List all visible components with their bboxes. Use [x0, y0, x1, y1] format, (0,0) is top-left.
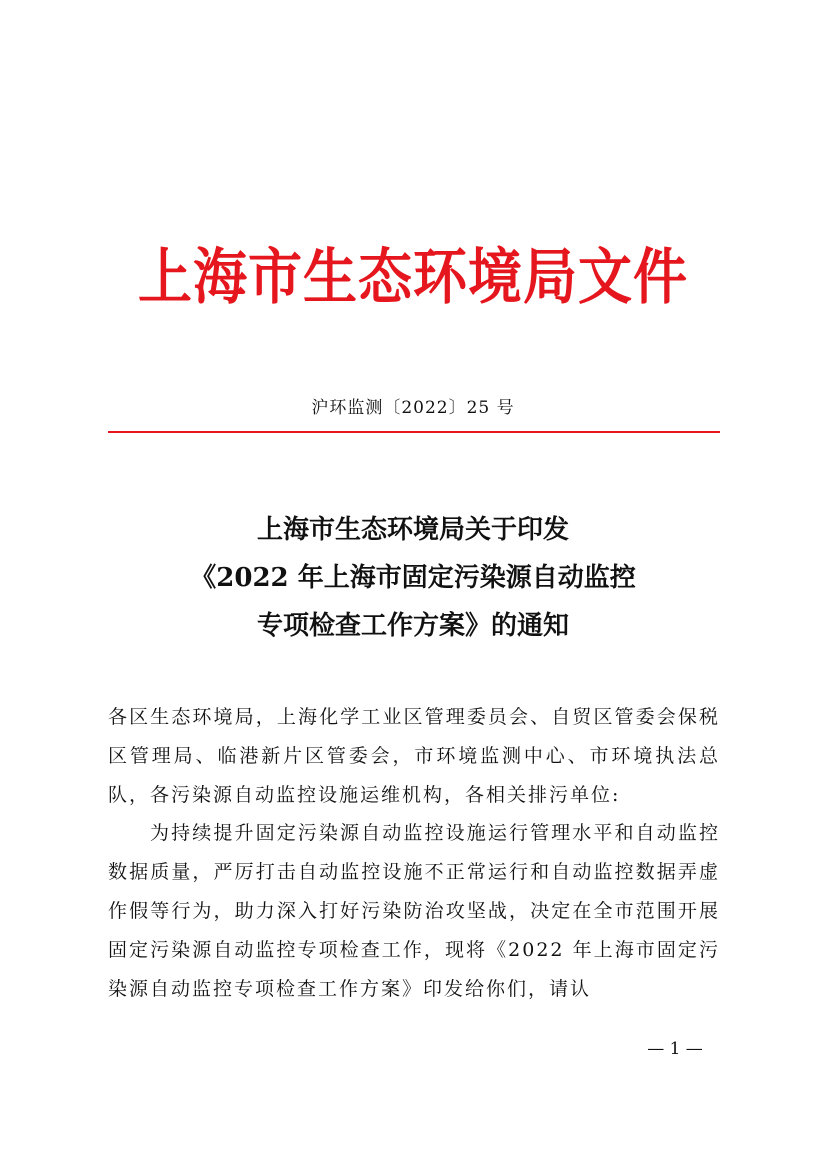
- document-number: 沪环监测〔2022〕25 号: [311, 398, 515, 418]
- red-divider-line: [108, 431, 720, 433]
- document-title-line-2: 《2022 年上海市固定污染源自动监控: [190, 563, 636, 593]
- page-number: — 1 —: [647, 1039, 703, 1059]
- body-paragraph: 为持续提升固定污染源自动监控设施运行管理水平和自动监控数据质量，严厉打击自动监控设施不正常运行和自动监控数据弄虚作假等行为，助力深入打好污染防治攻坚战，决定在全市范围开展固定污染源自动监控专项检查工作，现将《2022 年上海市固定污染源自动监控专项检查工作方案》印发给你们，请认: [108, 822, 720, 1000]
- addressee-paragraph: 各区生态环境局，上海化学工业区管理委员会、自贸区管委会保税区管理局、临港新片区管委会，市环境监测中心、市环境执法总队，各污染源自动监控设施运维机构，各相关排污单位:: [108, 706, 720, 806]
- document-header-title: 上海市生态环境局文件: [138, 240, 688, 312]
- document-body: [108, 698, 720, 1008]
- document-title: [0, 506, 826, 650]
- document-title-line-3: 专项检查工作方案》的通知: [256, 611, 569, 641]
- document-title-line-1: 上海市生态环境局关于印发: [256, 515, 569, 545]
